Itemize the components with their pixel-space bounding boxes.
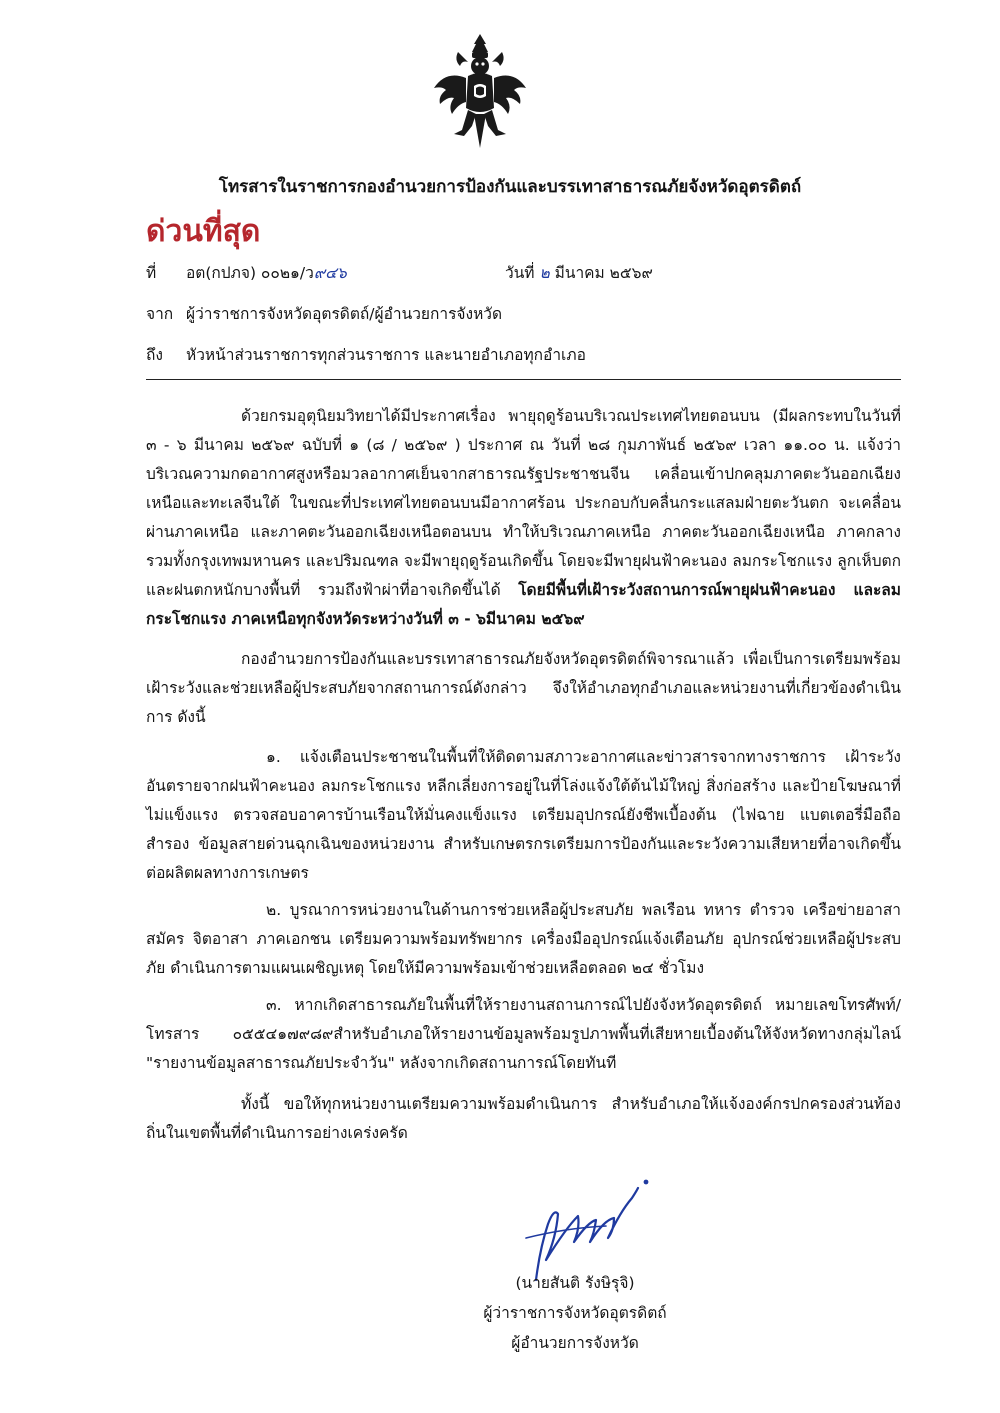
instruction-item-3: ๓. หากเกิดสาธารณภัยในพื้นที่ให้รายงานสถานการณ์ไปยังจังหวัดอุตรดิตถ์ หมายเลขโทรศัพท์/โทรสาร ๐๕๕๔๑๗๙๘๙สำหรับอำเภอให้รายงานข้อมูลพร้อมรูปภาพพื้นที่เสียหายเบื้องต้นให้จังหวัดทางกลุ่มไลน์ "รายงานข้อมูลสาธารณภัยประจำวัน" หลังจากเกิดสถานการณ์โดยทันที bbox=[146, 996, 901, 1072]
paragraph-weather-announcement bbox=[146, 402, 901, 634]
document-body bbox=[146, 402, 901, 1159]
instruction-item-1: ๑. แจ้งเตือนประชาชนในพื้นที่ให้ติดตามสภาวะอากาศและข่าวสารจากทางราชการ เฝ้าระวังอันตรายจากฝนฟ้าคะนอง ลมกระโชกแรง หลีกเลี่ยงการอยู่ในที่โล่งแจ้งใต้ต้นไม้ใหญ่ สิ่งก่อสร้าง และป้ายโฆษณาที่ไม่แข็งแรง ตรวจสอบอาคารบ้านเรือนให้มั่นคงแข็งแรง เตรียมอุปกรณ์ยังชีพเบื้องต้น (ไฟฉาย แบตเตอรี่มือถือสำรอง ข้อมูลสายด่วนฉุกเฉินของหน่วยงาน สำหรับเกษตรกรเตรียมการป้องกันและระวังความเสียหายที่อาจเกิดขึ้นต่อผลิตผลทางการเกษตร bbox=[146, 748, 901, 882]
date-label: วันที่ bbox=[505, 264, 535, 282]
to-line bbox=[146, 342, 586, 367]
paragraph-closing: ทั้งนี้ ขอให้ทุกหน่วยงานเตรียมความพร้อมดำเนินการ สำหรับอำเภอให้แจ้งองค์กรปกครองส่วนท้องถิ่นในเขตพื้นที่ดำเนินการอย่างเคร่งครัด bbox=[146, 1095, 901, 1142]
document-date bbox=[505, 260, 653, 285]
signatory-name: (นายสันติ รังษิรุจิ) bbox=[515, 1274, 635, 1292]
date-day: ๒ bbox=[539, 264, 550, 282]
paragraph-instruction-intro: กองอำนวยการป้องกันและบรรเทาสาธารณภัยจังหวัดอุตรดิตถ์พิจารณาแล้ว เพื่อเป็นการเตรียมพร้อมเฝ้าระวังและช่วยเหลือผู้ประสบภัยจากสถานการณ์ดังกล่าว จึงให้อำเภอทุกอำเภอและหน่วยงานที่เกี่ยวข้องดำเนินการ ดังนี้ bbox=[146, 650, 901, 726]
from-line bbox=[146, 301, 502, 326]
paragraph-weather-text: ด้วยกรมอุตุนิยมวิทยาได้มีประกาศเรื่อง พายุฤดูร้อนบริเวณประเทศไทยตอนบน (มีผลกระทบในวันที่ ๓ - ๖ มีนาคม ๒๕๖๙ ฉบับที่ ๑ (๘ / ๒๕๖๙ ) ประกาศ ณ วันที่ ๒๘ กุมภาพันธ์ ๒๕๖๙ เวลา ๑๑.๐๐ น. แจ้งว่า บริเวณความกดอากาศสูงหรือมวลอากาศเย็นจากสาธารณรัฐประชาชนจีน เคลื่อนเข้าปกคลุมภาคตะวันออกเฉียงเหนือและทะเลจีนใต้ ในขณะที่ประเทศไทยตอนบนมีอากาศร้อน ประกอบกับคลื่นกระแสลมฝ่ายตะวันตก จะเคลื่อนผ่านภาคเหนือ และภาคตะวันออกเฉียงเหนือตอนบน ทำให้บริเวณภาคเหนือ ภาคตะวันออกเฉียงเหนือ ภาคกลาง รวมทั้งกรุงเทพมหานคร และปริมณฑล จะมีพายุฤดูร้อนเกิดขึ้น โดยจะมีพายุฝนฟ้าคะนอง ลมกระโชกแรง ลูกเห็บตก และฝนตกหนักบางพื้นที่ รวมถึงฟ้าผ่าที่อาจเกิดขึ้นได้ bbox=[146, 407, 901, 599]
reference-number bbox=[146, 260, 347, 285]
to-label: ถึง bbox=[146, 346, 163, 364]
from-label: จาก bbox=[146, 305, 174, 323]
signatory-position-2: ผู้อำนวยการจังหวัด bbox=[511, 1334, 639, 1352]
header-divider bbox=[146, 379, 901, 380]
reference-handwritten: ๙๔๖ bbox=[313, 264, 347, 282]
to-value: หัวหน้าส่วนราชการทุกส่วนราชการ และนายอำเภอทุกอำเภอ bbox=[186, 346, 586, 364]
from-value: ผู้ว่าราชการจังหวัดอุตรดิตถ์/ผู้อำนวยการจังหวัด bbox=[186, 305, 503, 323]
instruction-item-2: ๒. บูรณาการหน่วยงานในด้านการช่วยเหลือผู้ประสบภัย พลเรือน ทหาร ตำรวจ เครือข่ายอาสาสมัคร จิตอาสา ภาคเอกชน เตรียมความพร้อมทรัพยากร เครื่องมืออุปกรณ์แจ้งเตือนภัย อุปกรณ์ช่วยเหลือผู้ประสบภัย ดำเนินการตามแผนเผชิญเหตุ โดยให้มีความพร้อมเข้าช่วยเหลือตลอด ๒๔ ชั่วโมง bbox=[146, 901, 901, 977]
paragraph-weather-bold: โดยมีพื้นที่เฝ้าระวังสถานการณ์พายุฝนฟ้าคะนอง และลมกระโชกแรง ภาคเหนือทุกจังหวัดระหว่างวันที่ ๓ - ๖มีนาคม ๒๕๖๙ bbox=[146, 581, 901, 628]
reference-label: ที่ bbox=[146, 264, 157, 282]
signature-block bbox=[440, 1268, 710, 1358]
urgency-label: ด่วนที่สุด bbox=[146, 214, 261, 249]
garuda-emblem-icon bbox=[428, 30, 532, 154]
signatory-position-1: ผู้ว่าราชการจังหวัดอุตรดิตถ์ bbox=[483, 1304, 667, 1322]
document-header: โทรสารในราชการกองอำนวยการป้องกันและบรรเทาสาธารณภัยจังหวัดอุตรดิตถ์ bbox=[218, 177, 802, 197]
reference-printed: อต(กปภจ) ๐๐๒๑/ว bbox=[186, 264, 314, 282]
date-month-year: มีนาคม ๒๕๖๙ bbox=[554, 264, 653, 282]
handwritten-signature bbox=[496, 1168, 656, 1284]
